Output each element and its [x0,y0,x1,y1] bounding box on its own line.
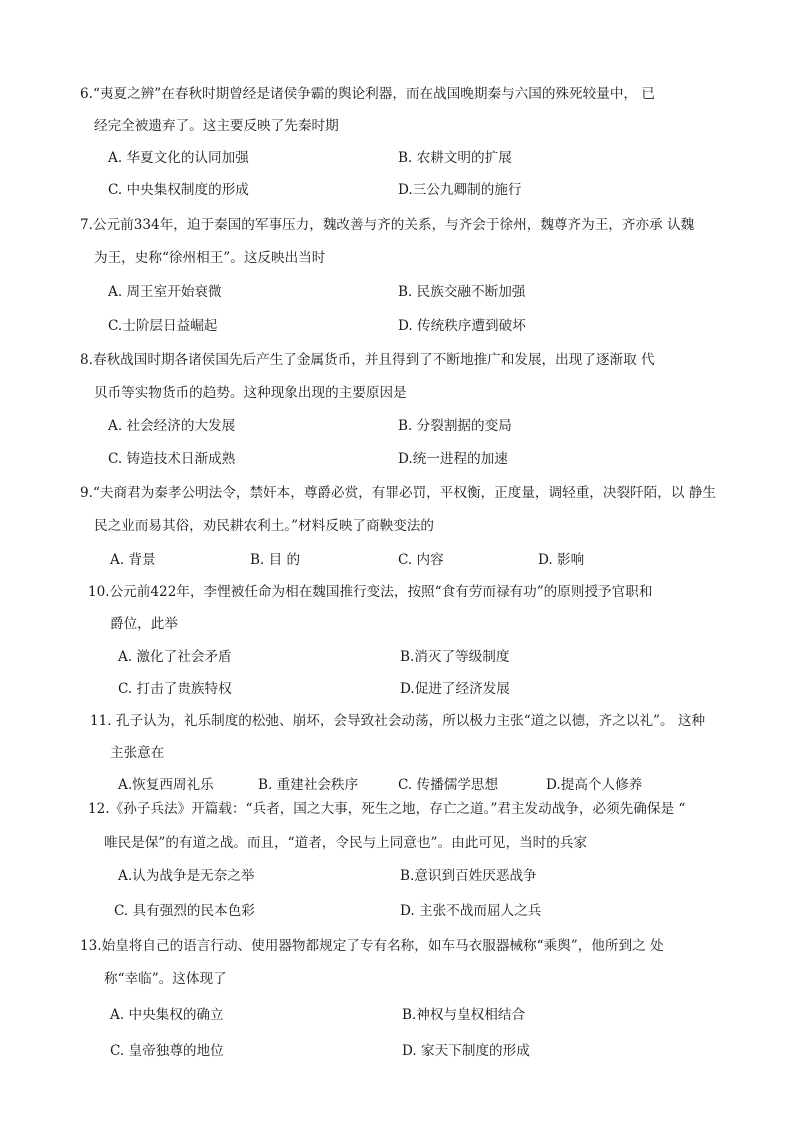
question-7-option-b: B. 民族交融不断加强 [398,284,526,300]
question-10-line-1: 10.公元前422年，李悝被任命为相在魏国推行变法，按照“食有劳而禄有功”的原则授予官职和 [88,584,653,600]
question-12-line-2: 唯民是保”的有道之战。而且，“道者，令民与上同意也”。由此可见，当时的兵家 [104,835,588,851]
question-8-option-d: D.统一进程的加速 [398,451,508,467]
question-8-option-c: C. 铸造技术日渐成熟 [108,451,236,467]
question-13-option-b: B.神权与皇权相结合 [402,1007,526,1023]
question-8-line-2: 贝币等实物货币的趋势。这种现象出现的主要原因是 [94,385,407,401]
question-9-line-1: 9.“夫商君为秦孝公明法令，禁奸本，尊爵必赏，有罪必罚，平权衡，正度量，调轻重，决裂阡陌，以 静生 [80,485,716,501]
question-11-option-d: D.提高个人修养 [546,777,643,793]
question-6-line-1: 6.“夷夏之辨”在春秋时期曾经是诸侯争霸的舆论利器，而在战国晚期秦与六国的殊死较量中， 已 [80,86,655,102]
question-12-option-d: D. 主张不战而屈人之兵 [400,903,542,919]
question-10-line-2: 爵位，此举 [110,616,178,632]
question-13-line-1: 13.始皇将自己的语言行动、使用器物都规定了专有名称，如车马衣服器械称“乘舆”，他所到之 处 [80,938,664,954]
question-7-option-c: C.士阶层日益崛起 [108,318,218,334]
question-10-option-d: D.促进了经济发展 [400,681,510,697]
question-8-option-a: A. 社会经济的大发展 [108,418,236,434]
question-12-option-c: C. 具有强烈的民本色彩 [114,903,255,919]
question-12-option-b: B.意识到百姓厌恶战争 [400,868,537,884]
question-11-line-2: 主张意在 [110,745,165,761]
question-11-option-c: C. 传播儒学思想 [398,777,499,793]
question-11-line-1: 11. 孔子认为，礼乐制度的松弛、崩坏，会导致社会动荡，所以极力主张“道之以德，齐之以礼”。 这种 [90,713,706,729]
question-6-option-c: C. 中央集权制度的形成 [108,182,249,198]
question-13-option-a: A. 中央集权的确立 [110,1007,224,1023]
question-9-line-2: 民之业而易其俗，劝民耕农利土。”材料反映了商鞅变法的 [94,518,434,534]
question-10-option-a: A. 激化了社会矛盾 [118,649,232,665]
question-9-option-d: D. 影响 [538,552,585,568]
question-12-line-1: 12.《孙子兵法》开篇载：“兵者，国之大事，死生之地，存亡之道。”君主发动战争，必须先确保是 “ [88,801,686,817]
question-7-line-2: 为王，史称“徐州相王”。这反映出当时 [94,250,326,266]
question-7-option-d: D. 传统秩序遭到破坏 [398,318,526,334]
question-13-line-2: 称“幸临”。这体现了 [104,971,227,987]
question-13-option-c: C. 皇帝独尊的地位 [110,1043,224,1059]
question-6-line-2: 经完全被遗弃了。这主要反映了先秦时期 [94,118,339,134]
question-8-option-b: B. 分裂割据的变局 [398,418,512,434]
question-10-option-b: B.消灭了等级制度 [400,649,510,665]
question-11-option-a: A.恢复西周礼乐 [118,777,214,793]
question-6-option-a: A. 华夏文化的认同加强 [108,150,249,166]
question-9-option-b: B. 目 的 [250,552,301,568]
question-12-option-a: A.认为战争是无奈之举 [118,868,255,884]
question-13-option-d: D. 家天下制度的形成 [402,1043,530,1059]
question-6-option-d: D.三公九卿制的施行 [398,182,522,198]
question-8-line-1: 8.春秋战国时期各诸侯国先后产生了金属货币，并且得到了不断地推广和发展，出现了逐渐取 代 [80,352,655,368]
question-11-option-b: B. 重建社会秩序 [258,777,359,793]
question-9-option-a: A. 背景 [110,552,156,568]
question-7-option-a: A. 周王室开始衰微 [108,284,222,300]
question-9-option-c: C. 内容 [398,552,444,568]
question-10-option-c: C. 打击了贵族特权 [118,681,232,697]
question-7-line-1: 7.公元前334年，迫于秦国的军事压力，魏改善与齐的关系，与齐会于徐州，魏尊齐为王，齐亦承 认魏 [80,217,695,233]
question-6-option-b: B. 农耕文明的扩展 [398,150,512,166]
